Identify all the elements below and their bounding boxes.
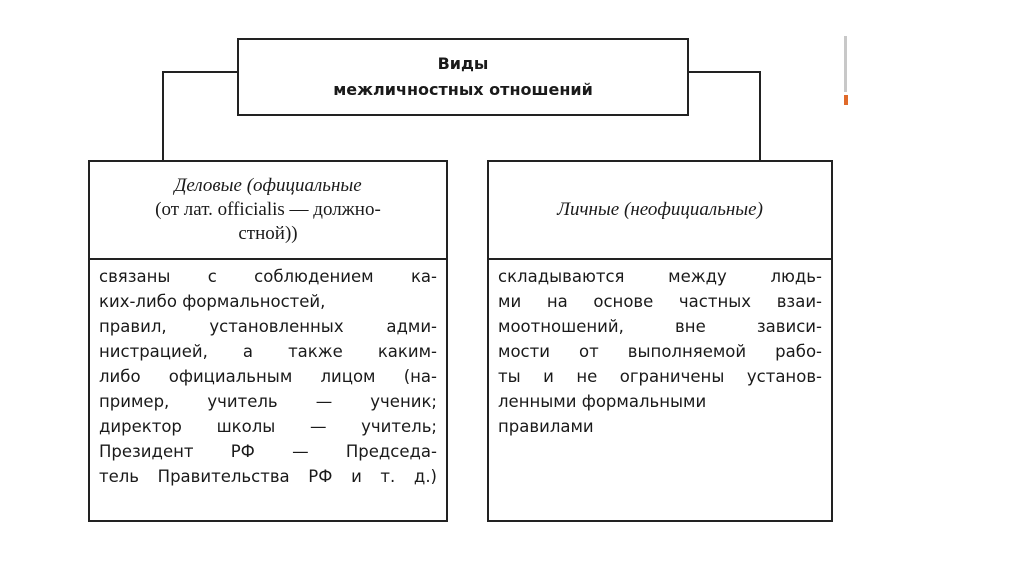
business-header-line-2: (от лат. officialis — должно- [155, 199, 381, 220]
title-box [237, 38, 689, 116]
business-body-line: Президент РФ — Председа- [99, 442, 437, 461]
title-line-2: межличностных отношений [333, 80, 593, 99]
business-body-line: связаны с соблюдением ка- [99, 267, 437, 286]
business-header-line-1: Деловые (официальные [174, 175, 362, 196]
business-body-line: тель Правительства РФ и т. д.) [99, 467, 437, 486]
connector-left [163, 72, 237, 160]
personal-relations-body [487, 260, 833, 522]
title-line-1: Виды [437, 54, 489, 73]
personal-body-line: ты и не ограничены установ- [498, 367, 822, 386]
business-relations-body [88, 260, 448, 522]
personal-body-line: моотношений, вне зависи- [498, 317, 822, 336]
business-body-line: пример, учитель — ученик; [99, 392, 437, 411]
personal-body-line: мости от выполняемой рабо- [498, 342, 822, 361]
connector-right [689, 72, 760, 160]
slide-accent-mark [844, 95, 848, 105]
personal-header-line-1: Личные (неофициальные) [557, 199, 763, 220]
personal-relations-column [487, 160, 833, 522]
personal-body-line: складываются между людь- [498, 267, 822, 286]
personal-body-line: правилами [498, 417, 594, 436]
business-body-line: нистрацией, а также каким- [99, 342, 437, 361]
personal-body-line: ленными формальными [498, 392, 707, 411]
business-body-line: правил, установленных адми- [99, 317, 437, 336]
business-relations-column [88, 160, 448, 522]
business-body-line: директор школы — учитель; [99, 417, 437, 436]
personal-body-line: ми на основе частных взаи- [498, 292, 822, 311]
business-header-line-3: стной)) [238, 223, 298, 244]
personal-relations-header [487, 160, 833, 260]
business-body-line: либо официальным лицом (на- [99, 367, 437, 386]
business-relations-header [88, 160, 448, 260]
business-body-line: ких-либо формальностей, [99, 292, 326, 311]
slide-edge-bar [844, 36, 847, 92]
